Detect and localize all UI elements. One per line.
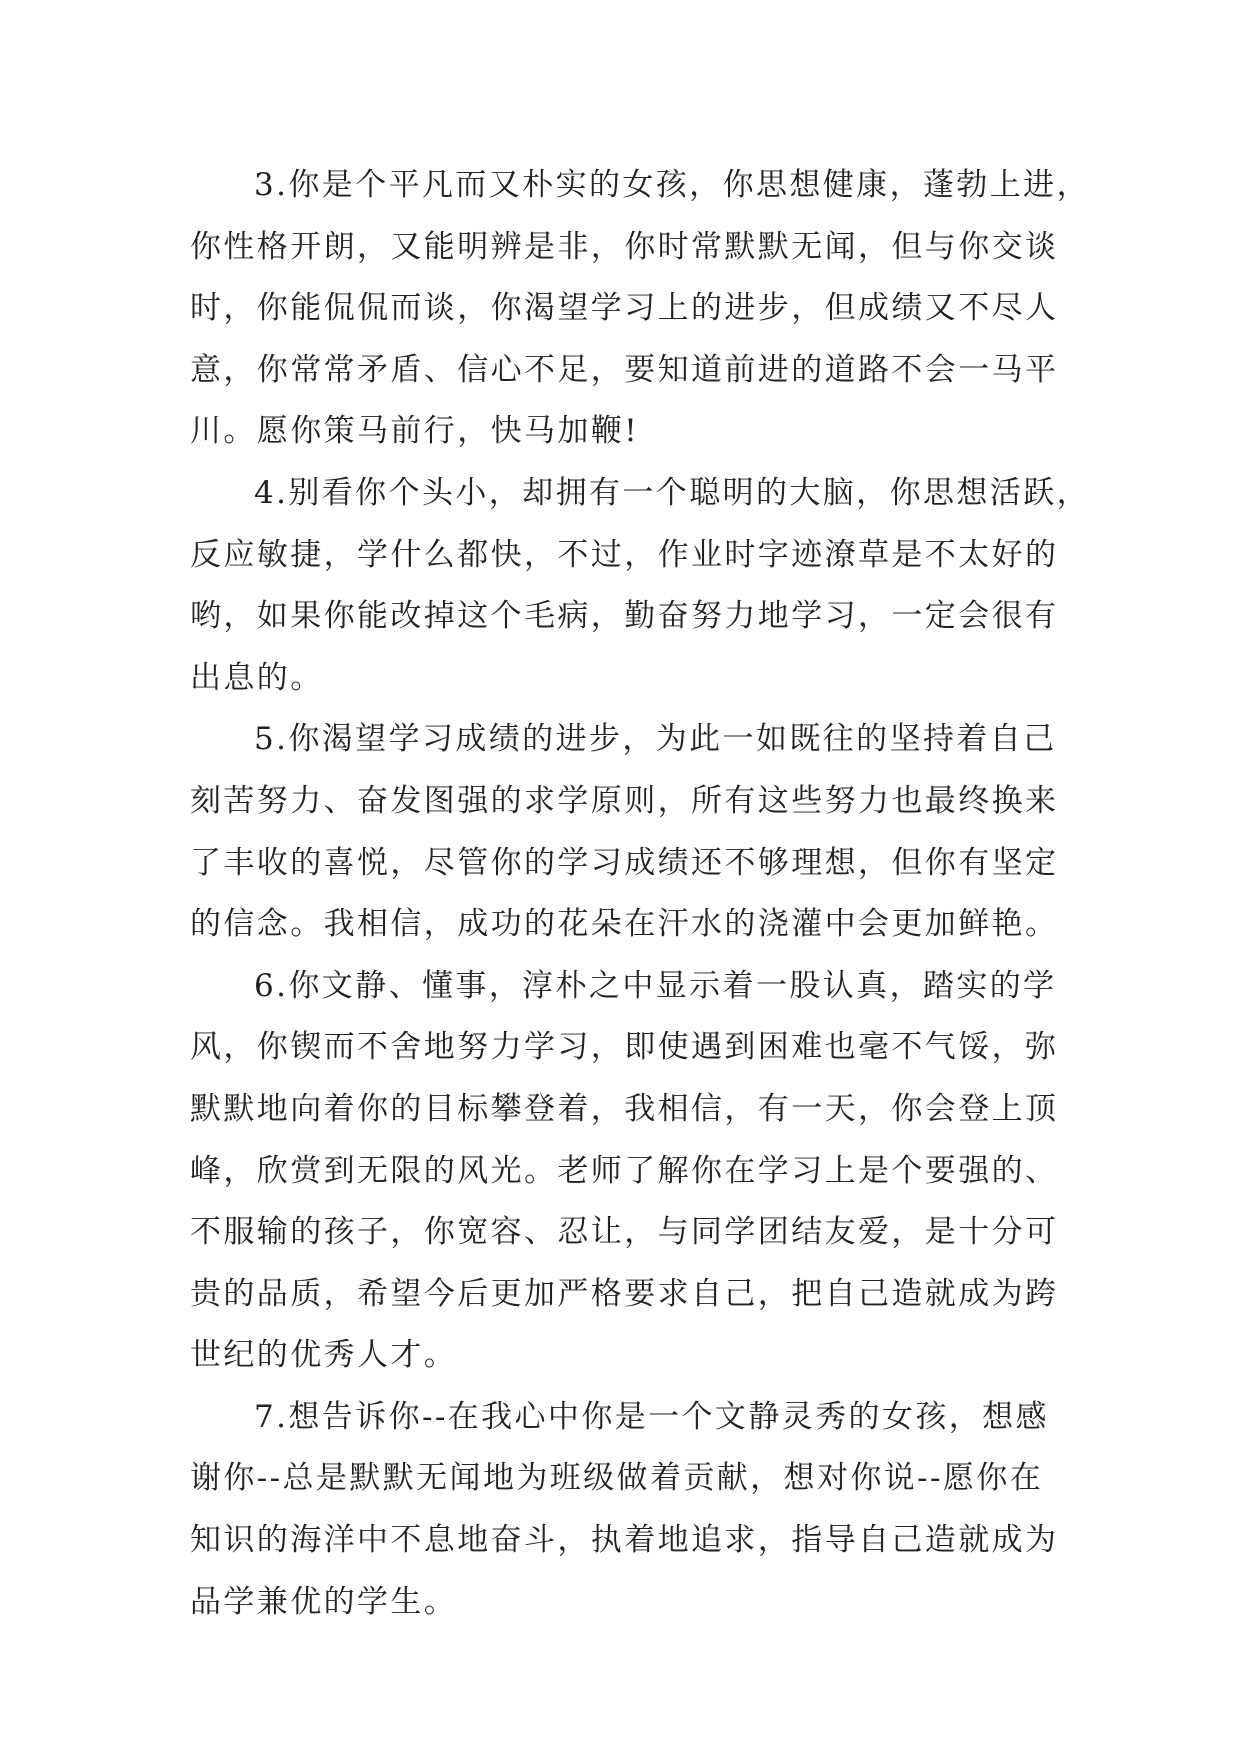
paragraph-line: 峰，欣赏到无限的风光。老师了解你在学习上是个要强的、: [190, 1152, 1059, 1189]
paragraph-line: 知识的海洋中不息地奋斗，执着地追求，指导自己造就成为: [190, 1522, 1059, 1559]
paragraph-line: 的信念。我相信，成功的花朵在汗水的浇灌中会更加鲜艳。: [190, 906, 1059, 943]
paragraph-line: 贵的品质，希望今后更加严格要求自己，把自己造就成为跨: [190, 1275, 1059, 1312]
paragraph-line: 时，你能侃侃而谈，你渴望学习上的进步，但成绩又不尽人: [190, 290, 1059, 327]
paragraph-line: 川。愿你策马前行，快马加鞭!: [190, 413, 640, 450]
paragraph-5: [190, 709, 1060, 955]
paragraph-line: 刻苦努力、奋发图强的求学原则，所有这些努力也最终换来: [190, 782, 1059, 819]
paragraph-line: 了丰收的喜悦，尽管你的学习成绩还不够理想，但你有坚定: [190, 844, 1059, 881]
document-body: [190, 155, 1090, 1633]
paragraph-line: 意，你常常矛盾、信心不足，要知道前进的道路不会一马平: [190, 351, 1059, 388]
paragraph-line: 哟，如果你能改掉这个毛病，勤奋努力地学习，一定会很有: [190, 598, 1059, 635]
paragraph-7: [190, 1387, 1060, 1633]
paragraph-3: [190, 155, 1090, 463]
paragraph-line: 4.别看你个头小，却拥有一个聪明的大脑，你思想活跃，: [254, 474, 1090, 511]
paragraph-line: 默默地向着你的目标攀登着，我相信，有一天，你会登上顶: [190, 1090, 1059, 1127]
paragraph-line: 出息的。: [190, 659, 324, 696]
paragraph-line: 5.你渴望学习成绩的进步，为此一如既往的坚持着自己: [254, 721, 1057, 758]
paragraph-line: 反应敏捷，学什么都快，不过，作业时字迹潦草是不太好的: [190, 536, 1059, 573]
paragraph-line: 世纪的优秀人才。: [190, 1337, 458, 1374]
paragraph-line: 6.你文静、懂事，淳朴之中显示着一股认真，踏实的学: [254, 967, 1057, 1004]
paragraph-4: [190, 463, 1090, 709]
paragraph-line: 7.想告诉你--在我心中你是一个文静灵秀的女孩，想感: [254, 1398, 1049, 1435]
paragraph-line: 不服输的孩子，你宽容、忍让，与同学团结友爱，是十分可: [190, 1214, 1059, 1251]
paragraph-line: 风，你锲而不舍地努力学习，即使遇到困难也毫不气馁，弥: [190, 1029, 1059, 1066]
paragraph-line: 谢你--总是默默无闻地为班级做着贡献，想对你说--愿你在: [190, 1460, 1044, 1497]
paragraph-line: 品学兼优的学生。: [190, 1583, 458, 1620]
paragraph-line: 你性格开朗，又能明辨是非，你时常默默无闻，但与你交谈: [190, 228, 1059, 265]
paragraph-6: [190, 956, 1060, 1387]
paragraph-line: 3.你是个平凡而又朴实的女孩，你思想健康，蓬勃上进，: [254, 167, 1090, 203]
